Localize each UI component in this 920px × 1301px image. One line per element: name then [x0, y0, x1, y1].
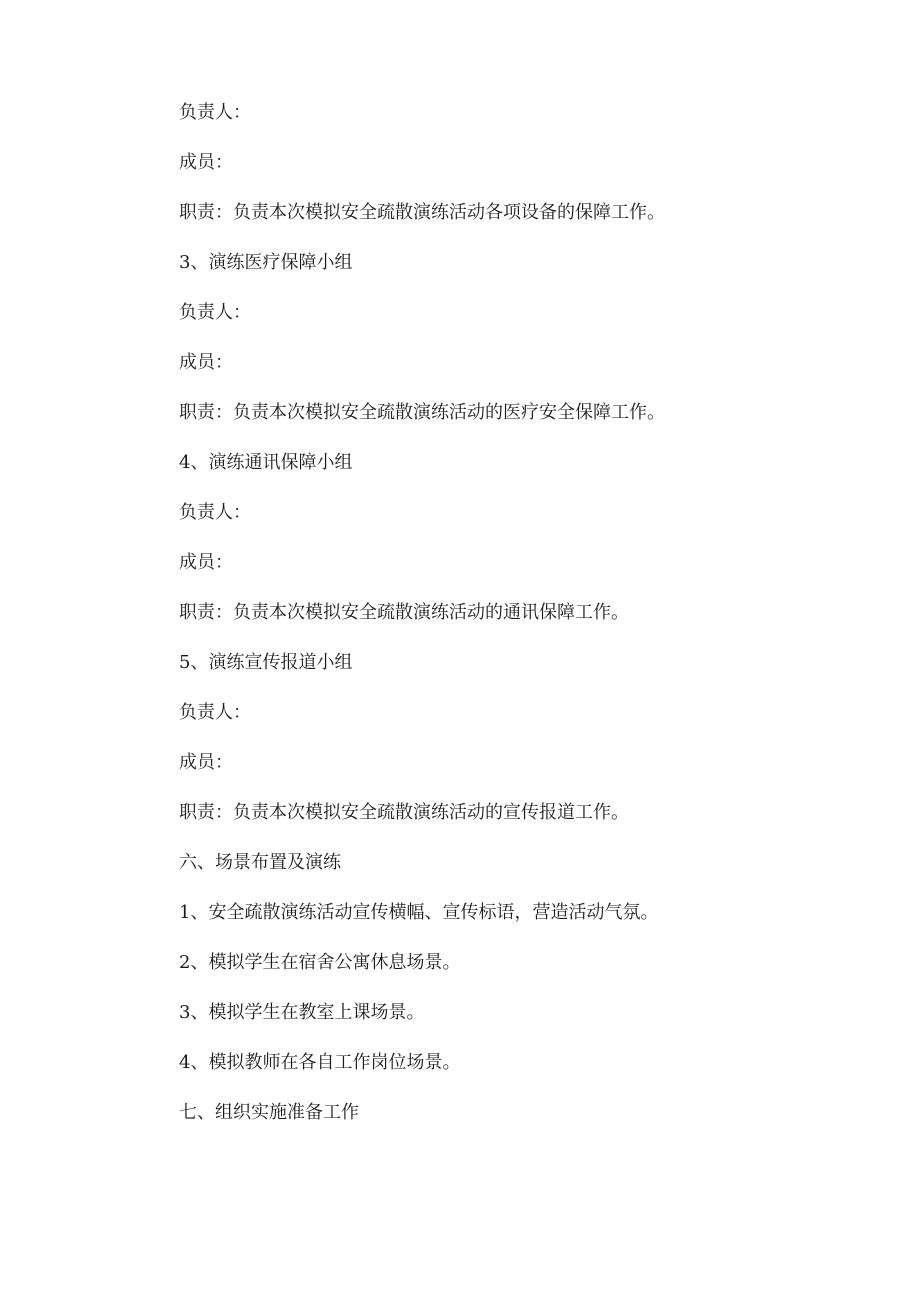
- communication-group-duty: 职责：负责本次模拟安全疏散演练活动的通讯保障工作。: [179, 602, 629, 623]
- publicity-group-heading: 5、演练宣传报道小组: [179, 652, 353, 673]
- equipment-group-members-label: 成员：: [179, 152, 233, 173]
- section-six-heading: 六、场景布置及演练: [179, 852, 341, 873]
- communication-group-heading: 4、演练通讯保障小组: [179, 452, 353, 473]
- medical-group-leader-label: 负责人：: [179, 302, 251, 323]
- communication-group-members-label: 成员：: [179, 552, 233, 573]
- equipment-group-duty: 职责：负责本次模拟安全疏散演练活动各项设备的保障工作。: [179, 202, 665, 223]
- medical-group-members-label: 成员：: [179, 352, 233, 373]
- publicity-group-leader-label: 负责人：: [179, 702, 251, 723]
- scene-item-1: 1、安全疏散演练活动宣传横幅、宣传标语，营造活动气氛。: [179, 902, 659, 923]
- scene-item-2: 2、模拟学生在宿舍公寓休息场景。: [179, 952, 461, 973]
- equipment-group-leader-label: 负责人：: [179, 102, 251, 123]
- section-seven-heading: 七、组织实施准备工作: [179, 1102, 359, 1123]
- publicity-group-members-label: 成员：: [179, 752, 233, 773]
- scene-item-3: 3、模拟学生在教室上课场景。: [179, 1002, 425, 1023]
- publicity-group-duty: 职责：负责本次模拟安全疏散演练活动的宣传报道工作。: [179, 802, 629, 823]
- medical-group-duty: 职责：负责本次模拟安全疏散演练活动的医疗安全保障工作。: [179, 402, 665, 423]
- communication-group-leader-label: 负责人：: [179, 502, 251, 523]
- medical-group-heading: 3、演练医疗保障小组: [179, 252, 353, 273]
- scene-item-4: 4、模拟教师在各自工作岗位场景。: [179, 1052, 461, 1073]
